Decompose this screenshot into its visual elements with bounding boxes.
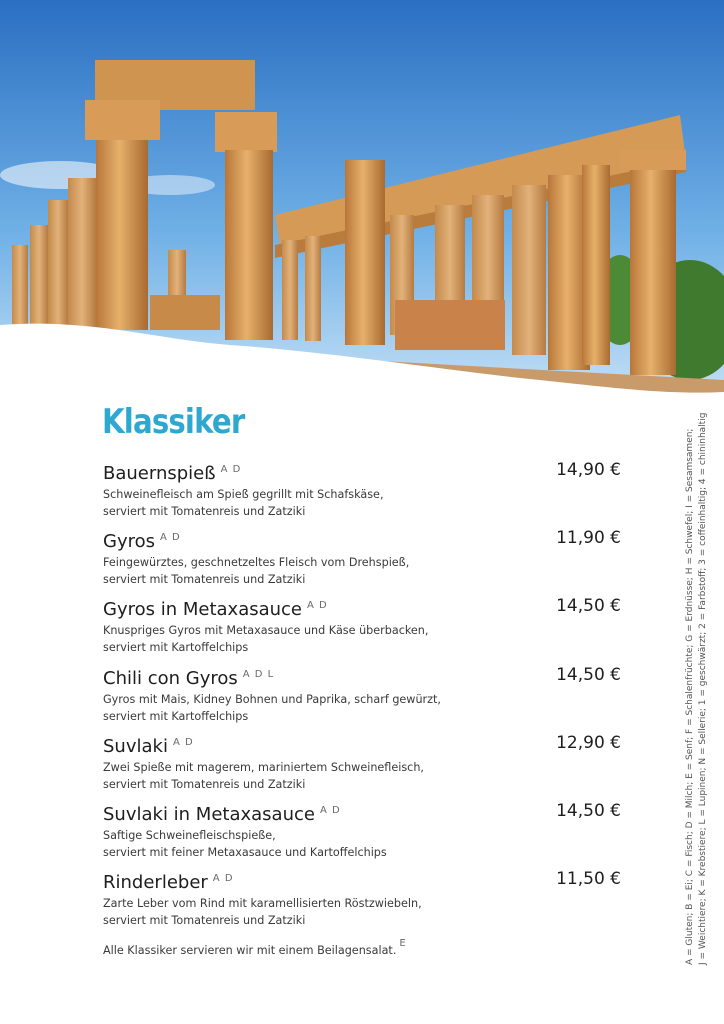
- hero-image-temple: [0, 0, 724, 420]
- side-salad-note: Alle Klassiker servieren wir mit einem Beilagensalat.E: [103, 938, 407, 957]
- legend-line: J = Weichtiere; K = Krebstiere; L = Lupinen; N = Sellerie; 1 = geschwärzt; 2 = Farbstoff; 3 = coffeinhaltig; 4 = chininhaltig: [698, 412, 708, 965]
- dish-name: Bauernspieß $^{A D}$: [103, 463, 242, 484]
- menu-item: [103, 664, 623, 732]
- dish-price: 11,50 €: [556, 869, 621, 890]
- dish-description: Zarte Leber vom Rind mit karamellisierten Röstzwiebeln, serviert mit Tomatenreis und Zatziki: [103, 897, 422, 928]
- dish-description: Saftige Schweinefleischspieße, serviert mit feiner Metaxasauce und Kartoffelchips: [103, 828, 387, 859]
- allergen-codes: A D: [160, 532, 181, 544]
- dish-name: Gyros $^{A D}$: [103, 531, 181, 553]
- dish-name: Gyros in Metaxasauce $^{A D}$: [103, 599, 328, 621]
- dish-description: Knuspriges Gyros mit Metaxasauce und Käse überbacken, serviert mit Kartoffelchips: [103, 624, 429, 655]
- allergen-codes: A D: [212, 873, 234, 885]
- allergen-codes: A D: [319, 804, 341, 816]
- dish-description: Schweinefleisch am Spieß gegrillt mit Schafskäse, serviert mit Tomatenreis und Zatziki: [103, 488, 384, 518]
- dish-price: 14,90 €: [556, 460, 621, 480]
- dish-price: 12,90 €: [556, 732, 621, 753]
- menu-item: [103, 527, 623, 595]
- allergen-codes: A D L: [242, 668, 275, 680]
- dish-description: Feingewürztes, geschnetzeltes Fleisch vom Drehspieß, serviert mit Tomatenreis und Zatziki: [103, 556, 410, 587]
- dish-name: Chili con Gyros $^{A D L}$: [103, 667, 275, 689]
- dish-price: 14,50 €: [556, 596, 621, 617]
- allergen-codes: A D: [220, 464, 242, 475]
- dish-name: Suvlaki $^{A D}$: [103, 735, 194, 757]
- dish-description: Gyros mit Mais, Kidney Bohnen und Paprika, scharf gewürzt, serviert mit Kartoffelchips: [103, 692, 441, 723]
- dish-price: 11,90 €: [556, 528, 621, 549]
- dish-price: 14,50 €: [556, 800, 621, 821]
- dish-description: Zwei Spieße mit magerem, mariniertem Schweinefleisch, serviert mit Tomatenreis und Zatziki: [103, 760, 424, 791]
- section-title: Klassiker: [102, 402, 245, 442]
- legend-line: A = Gluten; B = Ei; C = Fisch; D = Milch; E = Senf; F = Schalenfrüchte; G = Erdnüsse; H = Schwefel; I = Sesamsamen;: [685, 428, 695, 965]
- dish-name: Rinderleber $^{A D}$: [103, 872, 234, 894]
- allergen-codes: A D: [172, 736, 194, 748]
- allergen-codes: A D: [307, 600, 328, 612]
- menu-item: [103, 459, 623, 527]
- menu-item: [103, 732, 623, 800]
- dish-name: Suvlaki in Metaxasauce $^{A D}$: [103, 803, 341, 825]
- allergen-codes: E: [399, 938, 407, 949]
- menu-list: [103, 459, 623, 936]
- menu-item: [103, 868, 623, 936]
- allergen-legend: [684, 405, 710, 965]
- menu-item: [103, 595, 623, 663]
- dish-price: 14,50 €: [556, 664, 621, 685]
- menu-item: [103, 800, 623, 868]
